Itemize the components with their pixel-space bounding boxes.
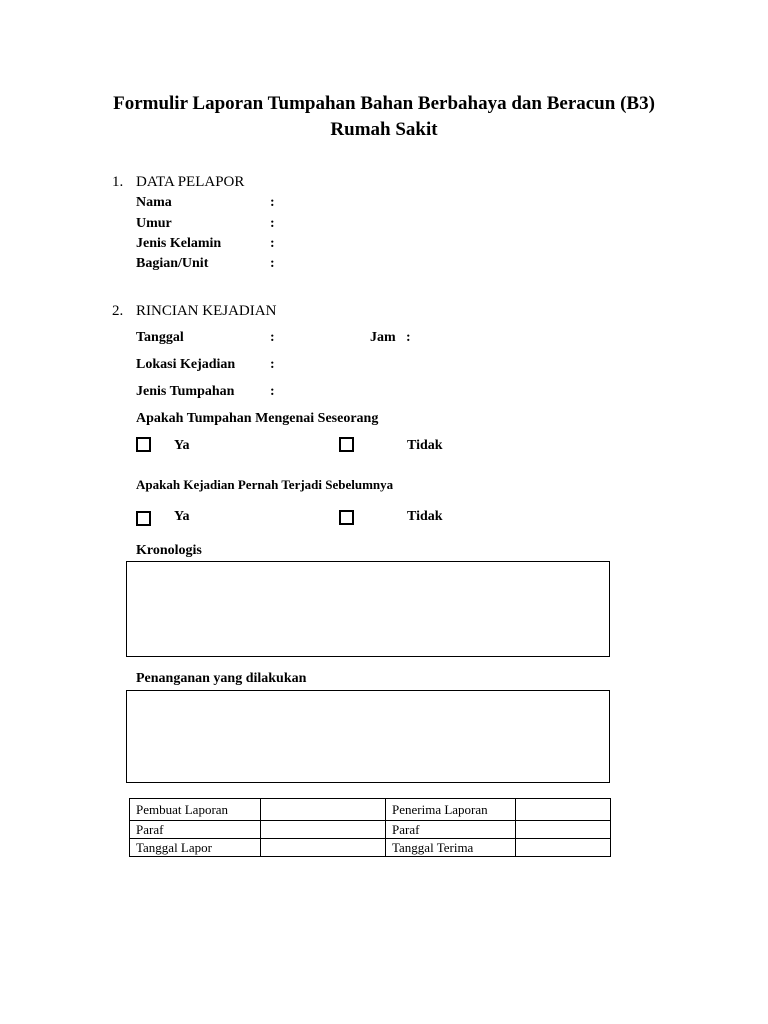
field-colon: : — [270, 357, 275, 372]
table-cell-input[interactable] — [516, 821, 611, 839]
table-cell-input[interactable] — [261, 839, 386, 857]
field-colon: : — [270, 384, 275, 399]
table-cell-paraf: Paraf — [130, 821, 261, 839]
field-colon: : — [406, 330, 411, 345]
field-label-bagian-unit: Bagian/Unit — [136, 256, 209, 271]
checkbox-tidak-2[interactable] — [339, 510, 354, 525]
signature-table — [129, 798, 611, 857]
field-colon: : — [270, 236, 275, 251]
table-cell-paraf: Paraf — [386, 821, 516, 839]
option-label-ya: Ya — [174, 509, 190, 524]
table-row — [130, 821, 611, 839]
option-label-tidak: Tidak — [407, 438, 443, 453]
form-subtitle: Rumah Sakit — [330, 119, 438, 140]
kronologis-textbox[interactable] — [126, 561, 610, 657]
penanganan-label: Penanganan yang dilakukan — [136, 671, 307, 686]
checkbox-tidak-1[interactable] — [339, 437, 354, 452]
field-label-jam: Jam — [370, 330, 396, 345]
option-label-tidak: Tidak — [407, 509, 443, 524]
table-cell-tanggal-terima: Tanggal Terima — [386, 839, 516, 857]
field-label-lokasi: Lokasi Kejadian — [136, 357, 236, 372]
question-pernah-terjadi: Apakah Kejadian Pernah Terjadi Sebelumnya — [136, 477, 394, 492]
field-label-umur: Umur — [136, 216, 172, 231]
table-cell-penerima-laporan: Penerima Laporan — [386, 799, 516, 821]
table-cell-input[interactable] — [261, 799, 386, 821]
question-mengenai-seseorang: Apakah Tumpahan Mengenai Seseorang — [136, 411, 379, 426]
table-cell-input[interactable] — [261, 821, 386, 839]
section1-number: 1. — [112, 174, 124, 190]
penanganan-textbox[interactable] — [126, 690, 610, 783]
section1-heading: DATA PELAPOR — [136, 174, 245, 190]
table-row — [130, 839, 611, 857]
section2-heading: RINCIAN KEJADIAN — [136, 303, 277, 319]
table-cell-input[interactable] — [516, 839, 611, 857]
section2-number: 2. — [112, 303, 124, 319]
field-label-tanggal: Tanggal — [136, 330, 184, 345]
table-cell-pembuat-laporan: Pembuat Laporan — [130, 799, 261, 821]
checkbox-ya-2[interactable] — [136, 511, 151, 526]
form-title: Formulir Laporan Tumpahan Bahan Berbahaya dan Beracun (B3) — [113, 93, 655, 114]
option-label-ya: Ya — [174, 438, 190, 453]
table-cell-input[interactable] — [516, 799, 611, 821]
table-row — [130, 799, 611, 821]
field-label-jenis-tumpahan: Jenis Tumpahan — [136, 384, 235, 399]
field-colon: : — [270, 195, 275, 210]
checkbox-ya-1[interactable] — [136, 437, 151, 452]
kronologis-label: Kronologis — [136, 543, 202, 558]
field-label-nama: Nama — [136, 195, 172, 210]
field-colon: : — [270, 256, 275, 271]
field-colon: : — [270, 330, 275, 345]
table-cell-tanggal-lapor: Tanggal Lapor — [130, 839, 261, 857]
field-colon: : — [270, 216, 275, 231]
field-label-jenis-kelamin: Jenis Kelamin — [136, 236, 222, 251]
